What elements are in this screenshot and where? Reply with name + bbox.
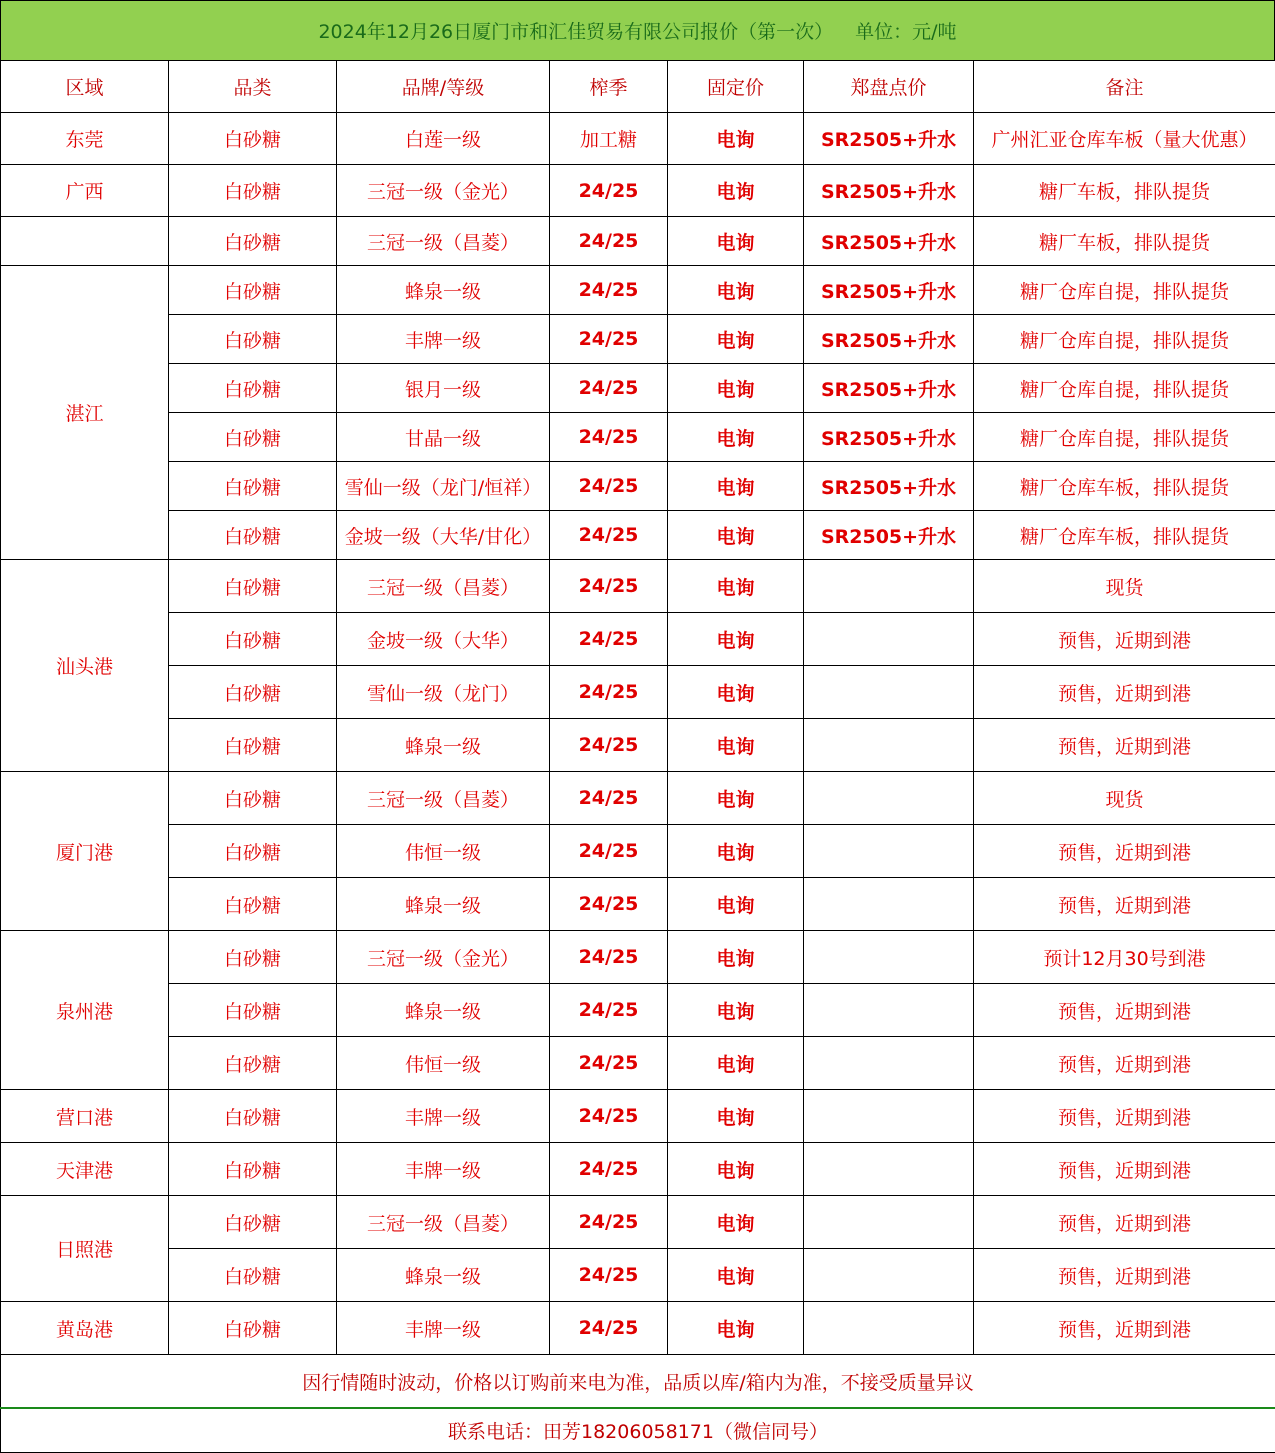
fixed-price-cell: 电询 (668, 613, 804, 666)
table-row (1, 666, 1275, 719)
remark-cell: 现货 (974, 772, 1275, 825)
remark-cell: 预售，近期到港 (974, 666, 1275, 719)
category-cell: 白砂糖 (169, 364, 337, 413)
season-cell: 加工糖 (550, 113, 668, 165)
notice-row (1, 1355, 1275, 1409)
category-cell: 白砂糖 (169, 1249, 337, 1302)
season-cell: 24/25 (550, 364, 668, 413)
region-cell: 泉州港 (1, 931, 169, 1090)
category-cell: 白砂糖 (169, 315, 337, 364)
table-row (1, 825, 1275, 878)
table-row (1, 511, 1275, 560)
futures-price-cell (804, 1249, 974, 1302)
region-cell: 东莞 (1, 113, 169, 165)
category-cell: 白砂糖 (169, 825, 337, 878)
region-cell: 天津港 (1, 1143, 169, 1196)
category-cell: 白砂糖 (169, 165, 337, 217)
fixed-price-cell: 电询 (668, 1196, 804, 1249)
brand-cell: 三冠一级（昌菱） (337, 560, 550, 613)
header-cell: 郑盘点价 (804, 61, 974, 113)
season-cell: 24/25 (550, 266, 668, 315)
futures-price-cell (804, 560, 974, 613)
remark-cell: 糖厂仓库自提，排队提货 (974, 413, 1275, 462)
fixed-price-cell: 电询 (668, 1302, 804, 1355)
region-cell: 湛江 (1, 266, 169, 560)
futures-price-cell: SR2505+升水 (804, 217, 974, 266)
fixed-price-cell: 电询 (668, 413, 804, 462)
table-row (1, 878, 1275, 931)
category-cell: 白砂糖 (169, 266, 337, 315)
fixed-price-cell: 电询 (668, 1090, 804, 1143)
fixed-price-cell: 电询 (668, 825, 804, 878)
futures-price-cell (804, 825, 974, 878)
fixed-price-cell: 电询 (668, 719, 804, 772)
table-row (1, 1037, 1275, 1090)
brand-cell: 蜂泉一级 (337, 1249, 550, 1302)
brand-cell: 丰牌一级 (337, 1143, 550, 1196)
futures-price-cell: SR2505+升水 (804, 165, 974, 217)
remark-cell: 预售，近期到港 (974, 1037, 1275, 1090)
category-cell: 白砂糖 (169, 984, 337, 1037)
remark-cell: 预售，近期到港 (974, 1143, 1275, 1196)
fixed-price-cell: 电询 (668, 165, 804, 217)
region-cell: 厦门港 (1, 772, 169, 931)
quote-title-bar (0, 0, 1275, 61)
remark-cell: 现货 (974, 560, 1275, 613)
season-cell: 24/25 (550, 1090, 668, 1143)
table-row (1, 113, 1275, 165)
season-cell: 24/25 (550, 1249, 668, 1302)
futures-price-cell (804, 931, 974, 984)
category-cell: 白砂糖 (169, 1302, 337, 1355)
category-cell: 白砂糖 (169, 931, 337, 984)
category-cell: 白砂糖 (169, 772, 337, 825)
season-cell: 24/25 (550, 1302, 668, 1355)
season-cell: 24/25 (550, 772, 668, 825)
header-cell: 品类 (169, 61, 337, 113)
fixed-price-cell: 电询 (668, 511, 804, 560)
price-table (0, 60, 1275, 1453)
remark-cell: 预售，近期到港 (974, 1196, 1275, 1249)
category-cell: 白砂糖 (169, 1037, 337, 1090)
brand-cell: 银月一级 (337, 364, 550, 413)
table-row (1, 1196, 1275, 1249)
remark-cell: 糖厂仓库自提，排队提货 (974, 364, 1275, 413)
table-row (1, 613, 1275, 666)
fixed-price-cell: 电询 (668, 878, 804, 931)
brand-cell: 三冠一级（金光） (337, 931, 550, 984)
season-cell: 24/25 (550, 315, 668, 364)
fixed-price-cell: 电询 (668, 984, 804, 1037)
category-cell: 白砂糖 (169, 511, 337, 560)
table-row (1, 772, 1275, 825)
futures-price-cell (804, 984, 974, 1037)
table-row (1, 560, 1275, 613)
brand-cell: 白莲一级 (337, 113, 550, 165)
season-cell: 24/25 (550, 719, 668, 772)
brand-cell: 三冠一级（金光） (337, 165, 550, 217)
remark-cell: 预计12月30号到港 (974, 931, 1275, 984)
season-cell: 24/25 (550, 825, 668, 878)
remark-cell: 糖厂车板，排队提货 (974, 217, 1275, 266)
remark-cell: 糖厂仓库车板，排队提货 (974, 511, 1275, 560)
brand-cell: 三冠一级（昌菱） (337, 772, 550, 825)
table-row (1, 1302, 1275, 1355)
table-row (1, 315, 1275, 364)
remark-cell: 预售，近期到港 (974, 719, 1275, 772)
table-row (1, 165, 1275, 217)
category-cell: 白砂糖 (169, 613, 337, 666)
category-cell: 白砂糖 (169, 1143, 337, 1196)
region-cell (1, 217, 169, 266)
contact-row (1, 1408, 1275, 1453)
fixed-price-cell: 电询 (668, 1249, 804, 1302)
table-row (1, 462, 1275, 511)
futures-price-cell: SR2505+升水 (804, 511, 974, 560)
futures-price-cell (804, 666, 974, 719)
brand-cell: 丰牌一级 (337, 1302, 550, 1355)
futures-price-cell (804, 1037, 974, 1090)
futures-price-cell: SR2505+升水 (804, 266, 974, 315)
brand-cell: 甘晶一级 (337, 413, 550, 462)
season-cell: 24/25 (550, 1037, 668, 1090)
header-cell: 固定价 (668, 61, 804, 113)
category-cell: 白砂糖 (169, 1090, 337, 1143)
remark-cell: 预售，近期到港 (974, 613, 1275, 666)
table-row (1, 266, 1275, 315)
table-row (1, 364, 1275, 413)
futures-price-cell (804, 1090, 974, 1143)
season-cell: 24/25 (550, 560, 668, 613)
futures-price-cell: SR2505+升水 (804, 462, 974, 511)
futures-price-cell: SR2505+升水 (804, 113, 974, 165)
season-cell: 24/25 (550, 613, 668, 666)
table-row (1, 217, 1275, 266)
season-cell: 24/25 (550, 878, 668, 931)
category-cell: 白砂糖 (169, 413, 337, 462)
season-cell: 24/25 (550, 1196, 668, 1249)
remark-cell: 预售，近期到港 (974, 1302, 1275, 1355)
brand-cell: 丰牌一级 (337, 315, 550, 364)
fixed-price-cell: 电询 (668, 113, 804, 165)
futures-price-cell: SR2505+升水 (804, 413, 974, 462)
remark-cell: 糖厂车板，排队提货 (974, 165, 1275, 217)
season-cell: 24/25 (550, 984, 668, 1037)
fixed-price-cell: 电询 (668, 315, 804, 364)
remark-cell: 广州汇亚仓库车板（量大优惠） (974, 113, 1275, 165)
table-row (1, 1249, 1275, 1302)
brand-cell: 雪仙一级（龙门） (337, 666, 550, 719)
table-row (1, 413, 1275, 462)
fixed-price-cell: 电询 (668, 931, 804, 984)
remark-cell: 预售，近期到港 (974, 984, 1275, 1037)
futures-price-cell (804, 613, 974, 666)
futures-price-cell: SR2505+升水 (804, 364, 974, 413)
fixed-price-cell: 电询 (668, 560, 804, 613)
brand-cell: 蜂泉一级 (337, 984, 550, 1037)
brand-cell: 金坡一级（大华） (337, 613, 550, 666)
table-row (1, 1090, 1275, 1143)
season-cell: 24/25 (550, 666, 668, 719)
season-cell: 24/25 (550, 931, 668, 984)
category-cell: 白砂糖 (169, 1196, 337, 1249)
contact-text: 联系电话：田芳18206058171（微信同号） (1, 1408, 1275, 1453)
brand-cell: 雪仙一级（龙门/恒祥） (337, 462, 550, 511)
fixed-price-cell: 电询 (668, 364, 804, 413)
header-cell: 品牌/等级 (337, 61, 550, 113)
notice-text: 因行情随时波动，价格以订购前来电为准，品质以库/箱内为准，不接受质量异议 (1, 1355, 1275, 1409)
season-cell: 24/25 (550, 462, 668, 511)
header-cell: 备注 (974, 61, 1275, 113)
remark-cell: 糖厂仓库自提，排队提货 (974, 315, 1275, 364)
brand-cell: 丰牌一级 (337, 1090, 550, 1143)
futures-price-cell (804, 719, 974, 772)
remark-cell: 糖厂仓库自提，排队提货 (974, 266, 1275, 315)
category-cell: 白砂糖 (169, 878, 337, 931)
brand-cell: 伟恒一级 (337, 1037, 550, 1090)
futures-price-cell (804, 878, 974, 931)
futures-price-cell (804, 772, 974, 825)
region-cell: 广西 (1, 165, 169, 217)
table-row (1, 1143, 1275, 1196)
table-row (1, 984, 1275, 1037)
futures-price-cell (804, 1302, 974, 1355)
season-cell: 24/25 (550, 413, 668, 462)
remark-cell: 预售，近期到港 (974, 878, 1275, 931)
remark-cell: 糖厂仓库车板，排队提货 (974, 462, 1275, 511)
fixed-price-cell: 电询 (668, 1037, 804, 1090)
region-cell: 汕头港 (1, 560, 169, 772)
season-cell: 24/25 (550, 217, 668, 266)
remark-cell: 预售，近期到港 (974, 825, 1275, 878)
futures-price-cell (804, 1196, 974, 1249)
region-cell: 黄岛港 (1, 1302, 169, 1355)
region-cell: 日照港 (1, 1196, 169, 1302)
brand-cell: 蜂泉一级 (337, 878, 550, 931)
fixed-price-cell: 电询 (668, 217, 804, 266)
region-cell: 营口港 (1, 1090, 169, 1143)
fixed-price-cell: 电询 (668, 462, 804, 511)
category-cell: 白砂糖 (169, 560, 337, 613)
season-cell: 24/25 (550, 1143, 668, 1196)
header-cell: 榨季 (550, 61, 668, 113)
brand-cell: 三冠一级（昌菱） (337, 1196, 550, 1249)
unit-label: 单位：元/吨 (855, 17, 956, 44)
season-cell: 24/25 (550, 511, 668, 560)
futures-price-cell: SR2505+升水 (804, 315, 974, 364)
brand-cell: 三冠一级（昌菱） (337, 217, 550, 266)
category-cell: 白砂糖 (169, 462, 337, 511)
brand-cell: 蜂泉一级 (337, 719, 550, 772)
table-row (1, 931, 1275, 984)
category-cell: 白砂糖 (169, 719, 337, 772)
quote-title: 2024年12月26日厦门市和汇佳贸易有限公司报价（第一次） (318, 17, 833, 44)
table-row (1, 719, 1275, 772)
remark-cell: 预售，近期到港 (974, 1249, 1275, 1302)
brand-cell: 蜂泉一级 (337, 266, 550, 315)
brand-cell: 伟恒一级 (337, 825, 550, 878)
fixed-price-cell: 电询 (668, 266, 804, 315)
category-cell: 白砂糖 (169, 217, 337, 266)
fixed-price-cell: 电询 (668, 772, 804, 825)
brand-cell: 金坡一级（大华/甘化） (337, 511, 550, 560)
fixed-price-cell: 电询 (668, 1143, 804, 1196)
fixed-price-cell: 电询 (668, 666, 804, 719)
header-cell: 区域 (1, 61, 169, 113)
remark-cell: 预售，近期到港 (974, 1090, 1275, 1143)
futures-price-cell (804, 1143, 974, 1196)
category-cell: 白砂糖 (169, 666, 337, 719)
table-header-row (1, 61, 1275, 113)
category-cell: 白砂糖 (169, 113, 337, 165)
season-cell: 24/25 (550, 165, 668, 217)
